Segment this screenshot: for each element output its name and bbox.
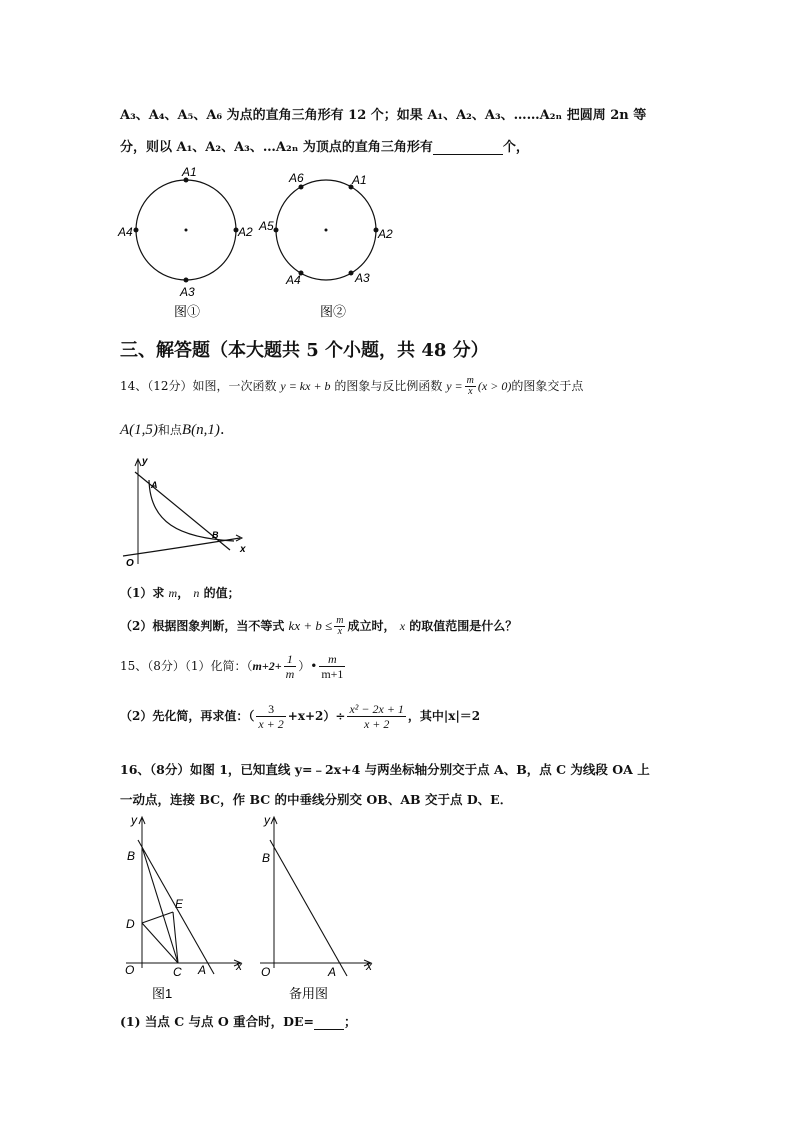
q14-sub2-post: 的取值范围是什么？ (409, 619, 518, 633)
q14-sub2-mid: 成立时， (347, 619, 396, 633)
q16-fig2-a: A (328, 965, 337, 979)
q16-fig1-o: O (125, 963, 135, 977)
fig1-label-a4: A4 (118, 225, 133, 239)
q16-fig2-o: O (261, 965, 271, 979)
q16-line1: 16、（8分）如图 1，已知直线 y=﹣2x+4 与两坐标轴分别交于点 A、B，点 C 为线段 OA 上 (120, 762, 650, 777)
q15-line1 (120, 652, 347, 681)
fig1-label-a1: A1 (182, 165, 197, 179)
q14-text-mid: 的图象与反比例函数 (334, 379, 443, 393)
q13-line2 (120, 136, 529, 155)
q14-func-linear: y = kx + b (280, 379, 331, 393)
q16-sub1-pre: (1) 当点 C 与点 O 重合时，DE= (120, 1014, 314, 1029)
q14-cond: (x > 0) (477, 379, 512, 393)
q15-line2-pre: （2）先化简，再求值：（ (120, 709, 255, 723)
q15-line2-frac1 (256, 702, 285, 731)
fig2-label-a5: A5 (259, 219, 274, 233)
fig2-label-a1: A1 (352, 173, 367, 187)
q15-line2 (120, 702, 480, 731)
q14-sub1-post: 的值； (203, 586, 240, 600)
q14-fraction (465, 376, 476, 397)
q15-line2-frac2-den: x + 2 (363, 717, 390, 731)
fig2-label-a4: A4 (286, 273, 301, 287)
q15-line2-frac1-den: x + 2 (258, 717, 284, 731)
q14-text-post: 的图象交于点 (511, 379, 584, 393)
q14-sub1-sep: ， (177, 586, 190, 600)
q15-frac1-num: 1 (284, 652, 297, 667)
q14-point-b: B(n,1) (181, 422, 220, 438)
q14-sub2-pre: （2）根据图象判断，当不等式 (120, 619, 285, 633)
q14-sub2-den: x (337, 626, 343, 637)
q16-fig1-caption: 图1 (152, 986, 173, 1001)
q14-sub2 (120, 616, 517, 637)
q14-line1 (120, 376, 583, 397)
q14-sub2-x: x (399, 619, 406, 633)
q14-sub1-m: m (168, 586, 178, 600)
q14-graph-b: B (212, 530, 219, 540)
circle-figure-1 (112, 160, 262, 322)
q16-fig1-c: C (173, 965, 182, 979)
fig1-caption: 图① (174, 304, 201, 319)
q14-period: . (219, 420, 225, 438)
q16-fig1-a: A (198, 963, 207, 977)
q14-sub2-expr: kx + b ≤ (288, 618, 333, 633)
circle-figure-2 (256, 160, 406, 322)
q15-line2-frac2 (347, 702, 405, 731)
q14-frac-den: x (468, 386, 473, 397)
fig2-label-a2: A2 (378, 227, 393, 241)
q13-line2-text: 分，则以 A₁、A₂、A₃、…A₂ₙ 为顶点的直角三角形有 (120, 140, 433, 155)
fig2-label-a3: A3 (355, 271, 370, 285)
q16-fig1-x: x (236, 959, 242, 973)
q16-line2: 一动点，连接 BC，作 BC 的中垂线分别交 OB、AB 交于点 D、E． (120, 792, 513, 807)
q15-line2-post: ，其中|x|＝2 (407, 709, 481, 723)
q14-graph-a: A (151, 480, 158, 490)
q16-sub1-post: ； (343, 1014, 357, 1029)
q13-line2-end: 个， (502, 140, 529, 155)
q15-line1-mid: ）• (298, 659, 318, 673)
q15-line2-frac2-num: x² − 2x + 1 (349, 702, 404, 716)
q14-graph-y: y (142, 456, 148, 467)
q16-fig1-y: y (131, 813, 137, 827)
q16-figure-1 (118, 810, 254, 1006)
fig1-label-a2: A2 (238, 225, 253, 239)
q15-line2-expr: +x+2）÷ (287, 709, 346, 723)
q15-line1-pre: 15、（8分）（1）化简：（ (120, 659, 253, 673)
q16-fig2-y: y (264, 813, 270, 827)
q14-text-pre: 14、（12分）如图，一次函数 (120, 379, 277, 393)
q13-line1: A₃、A₄、A₅、A₆ 为点的直角三角形有 12 个；如果 A₁、A₂、A₃、……A₂ₙ 把圆周 2n 等 (120, 108, 647, 123)
q15-line1-expr: m+2+ (252, 659, 282, 673)
q14-sub2-fraction (334, 616, 345, 637)
q14-graph-o: O (126, 558, 134, 569)
q15-frac1-den: m (285, 667, 295, 681)
q14-y-eq: y = (446, 379, 463, 393)
q16-fig2-b: B (262, 851, 271, 865)
q14-sub1-pre: （1）求 (120, 586, 165, 600)
q15-frac2 (319, 652, 345, 681)
q14-point-a: A(1,5) (120, 422, 158, 438)
q15-line2-frac1-num: 3 (256, 702, 285, 717)
q14-sub2-num: m (336, 615, 344, 626)
q15-frac1 (284, 652, 297, 681)
q16-fig1-d: D (126, 917, 135, 931)
q16-answer-blank (314, 1017, 344, 1030)
q16-fig1-e: E (175, 897, 184, 911)
q15-frac2-num: m (319, 652, 345, 667)
q16-fig1-b: B (127, 849, 136, 863)
q16-fig2-x: x (366, 959, 372, 973)
q14-sub1-n: n (193, 586, 200, 600)
q16-sub1 (120, 1012, 356, 1030)
section-heading: 三、解答题（本大题共 5 个小题，共 48 分） (120, 340, 489, 361)
q16-fig2-caption: 备用图 (289, 986, 329, 1001)
q15-frac2-den: m+1 (321, 667, 344, 681)
answer-blank (433, 142, 503, 155)
q14-and: 和点 (157, 423, 182, 437)
q14-line2 (120, 420, 225, 439)
fig2-label-a6: A6 (289, 171, 304, 185)
fig1-label-a3: A3 (180, 285, 195, 299)
q14-graph (118, 452, 254, 574)
q14-frac-num: m (466, 375, 474, 386)
q16-figure-2 (252, 810, 382, 1006)
q14-sub1 (120, 584, 240, 601)
fig2-caption: 图② (320, 304, 347, 319)
q14-graph-x: x (240, 544, 246, 555)
